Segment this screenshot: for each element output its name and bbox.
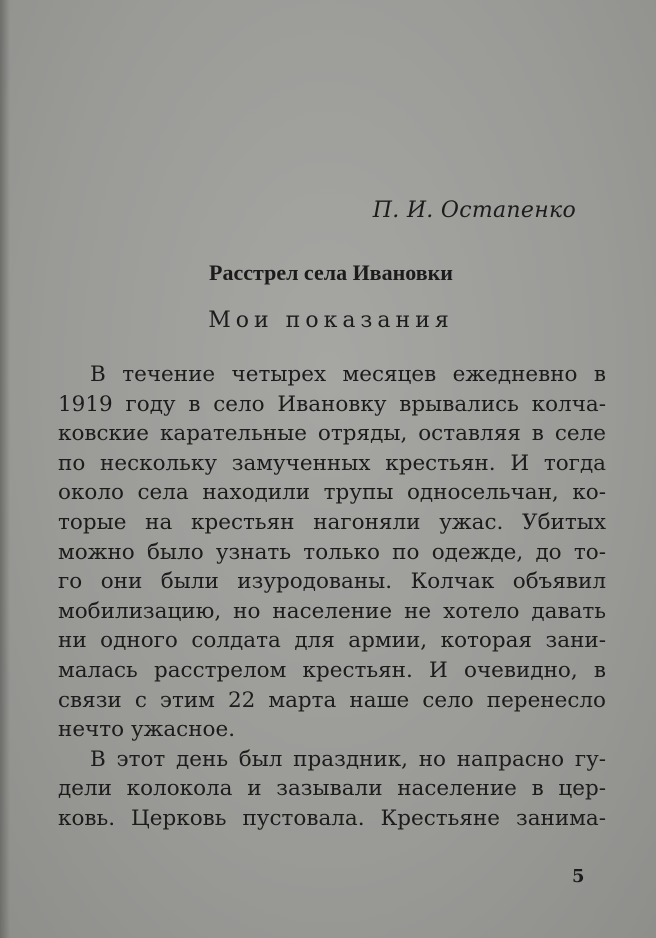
page-number: 5 bbox=[572, 866, 585, 887]
chapter-title: Расстрел села Ивановки bbox=[209, 260, 453, 285]
body-text bbox=[58, 360, 606, 834]
author-name: П. И. Остапенко bbox=[372, 198, 576, 223]
text-line: нечто ужасное. bbox=[58, 717, 236, 743]
text-line: связи с этим 22 марта наше село перенесло bbox=[58, 687, 606, 713]
text-line: 1919 году в село Ивановку врывались колча- bbox=[58, 391, 606, 417]
text-line: ковь. Церковь пустовала. Крестьяне занима- bbox=[58, 805, 606, 831]
text-line: ни одного солдата для армии, которая зани- bbox=[58, 628, 606, 654]
paragraph bbox=[58, 745, 606, 834]
text-line: по нескольку замученных крестьян. И тогда bbox=[58, 450, 606, 476]
text-line: В течение четырех месяцев ежедневно в bbox=[90, 362, 606, 387]
text-line: торые на крестьян нагоняли ужас. Убитых bbox=[58, 509, 606, 535]
text-line: го они были изуродованы. Колчак объявил bbox=[58, 569, 606, 595]
text-line: ковские карательные отряды, оставляя в селе bbox=[58, 421, 606, 447]
text-line: малась расстрелом крестьян. И очевидно, в bbox=[58, 657, 606, 683]
chapter-subtitle: Мои показания bbox=[208, 308, 454, 333]
page-binding-shadow bbox=[0, 0, 10, 938]
text-line: мобилизацию, но население не хотело давать bbox=[58, 598, 606, 624]
text-line: дели колокола и зазывали население в цер- bbox=[58, 776, 606, 802]
text-line: можно было узнать только по одежде, до то- bbox=[58, 539, 606, 565]
text-line: около села находили трупы односельчан, ко- bbox=[58, 480, 606, 506]
text-line: В этот день был праздник, но напрасно гу- bbox=[90, 746, 606, 772]
paragraph bbox=[58, 360, 606, 745]
